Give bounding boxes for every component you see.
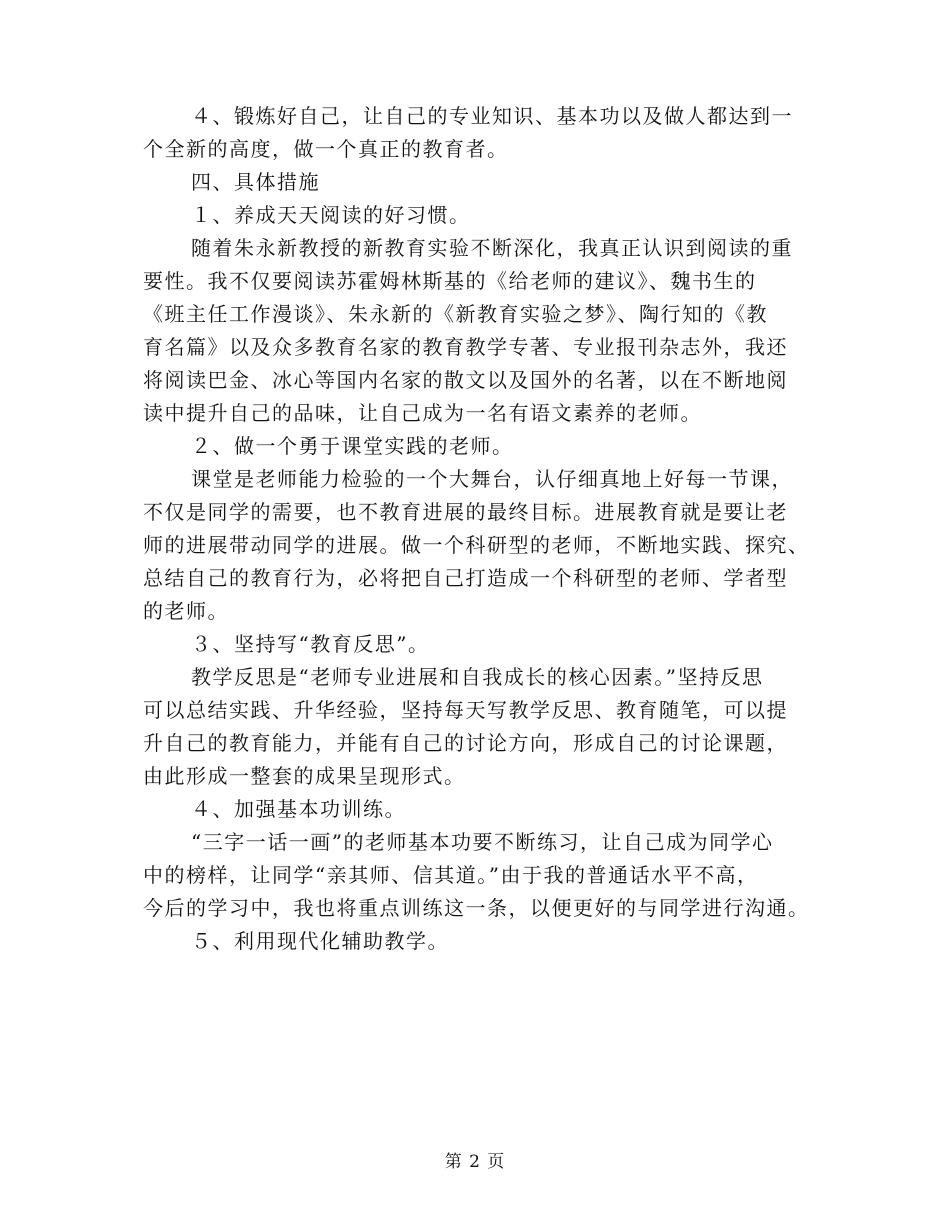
text-line: 育名篇》以及众多教育名家的教育教学专著、专业报刊杂志外，我还 <box>143 335 788 359</box>
item-heading: １、养成天天阅读的好习惯。 <box>191 203 471 227</box>
text-line: ４、锻炼好自己，让自己的专业知识、基本功以及做人都达到一 <box>191 104 793 128</box>
item-heading: ４、加强基本功训练。 <box>191 797 406 821</box>
text-line: 师的进展带动同学的进展。做一个科研型的老师，不断地实践、探究、 <box>143 533 810 557</box>
item-heading: ２、做一个勇于课堂实践的老师。 <box>191 434 514 458</box>
text-line: 中的榜样，让同学“亲其师、信其道。”由于我的普通话水平不高， <box>143 863 759 887</box>
text-line: 的老师。 <box>143 599 229 623</box>
item-heading: ５、利用现代化辅助教学。 <box>191 929 449 953</box>
text-line: 要性。我不仅要阅读苏霍姆林斯基的《给老师的建议》、魏书生的 <box>143 269 757 293</box>
item-heading: ３、坚持写“教育反思”。 <box>191 632 430 656</box>
text-line: 教学反思是“老师专业进展和自我成长的核心因素。”坚持反思 <box>191 665 764 689</box>
section-heading: 四、具体措施 <box>191 170 320 194</box>
text-line: 不仅是同学的需要，也不教育进展的最终目标。进展教育就是要让老 <box>143 500 788 524</box>
text-line: “三字一话一画”的老师基本功要不断练习，让自己成为同学心 <box>191 830 774 854</box>
text-line: 将阅读巴金、冰心等国内名家的散文以及国外的名著，以在不断地阅 <box>143 368 788 392</box>
document-body <box>143 100 810 958</box>
text-line: 个全新的高度，做一个真正的教育者。 <box>143 137 509 161</box>
text-line: 总结自己的教育行为，必将把自己打造成一个科研型的老师、学者型 <box>143 566 788 590</box>
text-line: 由此形成一整套的成果呈现形式。 <box>143 764 466 788</box>
text-line: 可以总结实践、升华经验，坚持每天写教学反思、教育随笔，可以提 <box>143 698 788 722</box>
text-line: 今后的学习中，我也将重点训练这一条，以便更好的与同学进行沟通。 <box>143 896 810 920</box>
text-line: 《班主任工作漫谈》、朱永新的《新教育实验之梦》、陶行知的《教 <box>143 302 768 326</box>
text-line: 读中提升自己的品味，让自己成为一名有语文素养的老师。 <box>143 401 702 425</box>
text-line: 课堂是老师能力检验的一个大舞台，认仔细真地上好每一节课， <box>191 467 793 491</box>
text-line: 升自己的教育能力，并能有自己的讨论方向，形成自己的讨论课题， <box>143 731 788 755</box>
page-number: 第 2 页 <box>444 1152 506 1172</box>
text-line: 随着朱永新教授的新教育实验不断深化，我真正认识到阅读的重 <box>191 236 793 260</box>
